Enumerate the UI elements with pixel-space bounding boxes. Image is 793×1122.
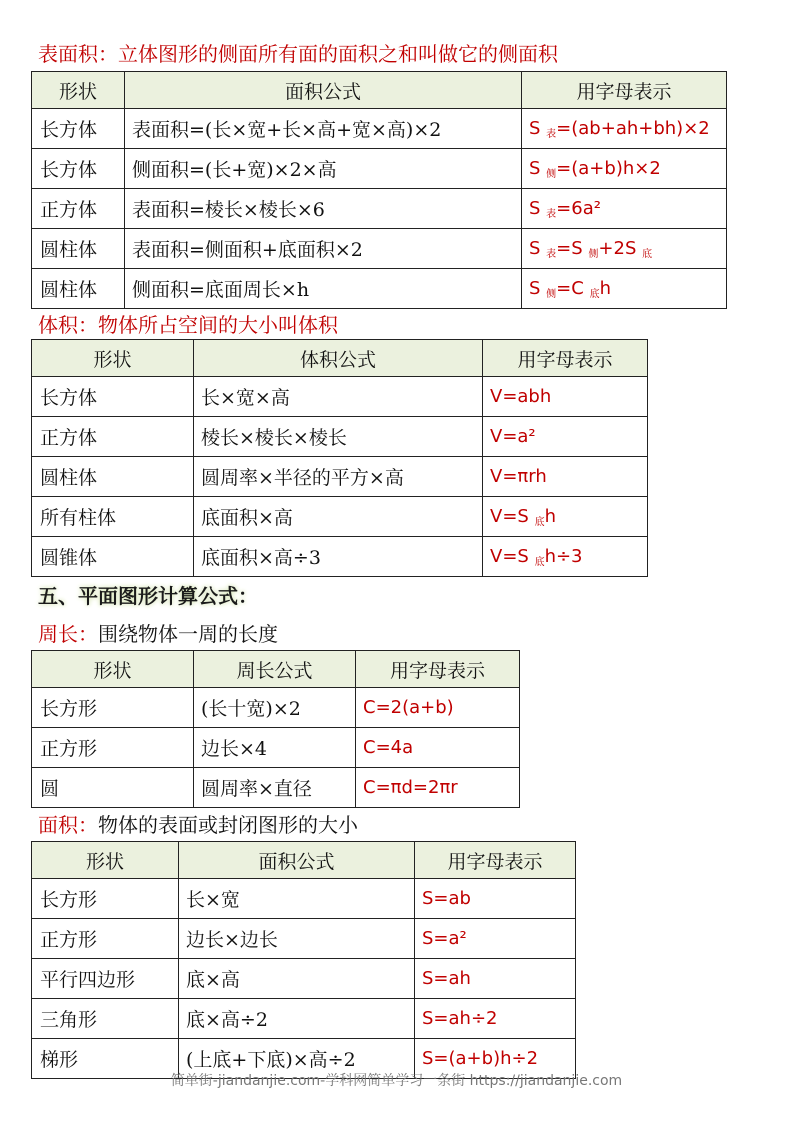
footer-watermark: 简单街-jiandanjie.com-学科网简单学习一条街 https://jiandanjie.com <box>170 1073 623 1089</box>
shape-cell: 长方形 <box>32 879 179 919</box>
shape-cell: 梯形 <box>32 1039 179 1079</box>
table-row <box>32 999 576 1039</box>
table-row <box>32 457 648 497</box>
shape-cell: 圆柱体 <box>32 457 194 497</box>
area-label: 面积： <box>38 813 98 837</box>
letter-cell: V=S $_底$h <box>483 497 648 537</box>
shape-cell: 长方形 <box>32 688 194 728</box>
letter-cell: S=ah <box>415 959 576 999</box>
shape-cell: 正方形 <box>32 919 179 959</box>
shape-cell: 所有柱体 <box>32 497 194 537</box>
formula-cell: 底×高 <box>179 959 415 999</box>
shape-cell: 正方体 <box>32 417 194 457</box>
formula-cell: 侧面积=(长+宽)×2×高 <box>125 149 522 189</box>
table-row <box>32 919 576 959</box>
letter-cell: S $_侧$=C $_底$h <box>522 269 727 309</box>
formula-cell: 圆周率×半径的平方×高 <box>194 457 483 497</box>
formula-cell: 边长×4 <box>194 728 356 768</box>
table-row <box>32 229 727 269</box>
formula-cell: 底×高÷2 <box>179 999 415 1039</box>
letter-cell: S $_表$=S $_侧$+2S $_底$ <box>522 229 727 269</box>
surface-desc: 立体图形的侧面所有面的面积之和叫做它的侧面积 <box>118 42 558 66</box>
table-header-row <box>32 651 520 688</box>
shape-cell: 圆锥体 <box>32 537 194 577</box>
table-row <box>32 879 576 919</box>
col-header: 用字母表示 <box>356 651 520 688</box>
table-row <box>32 417 648 457</box>
letter-cell: C=πd=2πr <box>356 768 520 808</box>
volume-table <box>31 339 648 577</box>
col-header: 形状 <box>32 340 194 377</box>
shape-cell: 长方体 <box>32 149 125 189</box>
shape-cell: 圆柱体 <box>32 229 125 269</box>
area-desc: 物体的表面或封闭图形的大小 <box>98 813 358 837</box>
table-row <box>32 537 648 577</box>
letter-cell: S=a² <box>415 919 576 959</box>
col-header: 体积公式 <box>194 340 483 377</box>
formula-cell: 表面积=棱长×棱长×6 <box>125 189 522 229</box>
area-heading <box>38 811 358 839</box>
table-header-row <box>32 340 648 377</box>
perimeter-desc: 围绕物体一周的长度 <box>98 622 278 646</box>
letter-cell: V=πrh <box>483 457 648 497</box>
formula-cell: 表面积=(长×宽+长×高+宽×高)×2 <box>125 109 522 149</box>
formula-cell: 侧面积=底面周长×h <box>125 269 522 309</box>
formula-cell: 表面积=侧面积+底面积×2 <box>125 229 522 269</box>
formula-cell: 边长×边长 <box>179 919 415 959</box>
table-row <box>32 497 648 537</box>
shape-cell: 长方体 <box>32 377 194 417</box>
letter-cell: C=4a <box>356 728 520 768</box>
formula-cell: (长十宽)×2 <box>194 688 356 728</box>
col-header: 用字母表示 <box>415 842 576 879</box>
letter-cell: S=(a+b)h÷2 <box>415 1039 576 1079</box>
table-row <box>32 728 520 768</box>
table-row <box>32 109 727 149</box>
shape-cell: 长方体 <box>32 109 125 149</box>
formula-cell: (上底+下底)×高÷2 <box>179 1039 415 1079</box>
section-title: 五、平面图形计算公式： <box>38 584 258 608</box>
formula-cell: 长×宽×高 <box>194 377 483 417</box>
col-header: 用字母表示 <box>483 340 648 377</box>
shape-cell: 三角形 <box>32 999 179 1039</box>
table-header-row <box>32 72 727 109</box>
shape-cell: 圆柱体 <box>32 269 125 309</box>
shape-cell: 平行四边形 <box>32 959 179 999</box>
letter-cell: S=ab <box>415 879 576 919</box>
surface-table <box>31 71 727 309</box>
formula-cell: 棱长×棱长×棱长 <box>194 417 483 457</box>
surface-heading <box>38 40 558 68</box>
col-header: 面积公式 <box>179 842 415 879</box>
col-header: 周长公式 <box>194 651 356 688</box>
letter-cell: S $_表$=6a² <box>522 189 727 229</box>
table-row <box>32 768 520 808</box>
letter-cell: V=abh <box>483 377 648 417</box>
perimeter-label: 周长： <box>38 622 98 646</box>
col-header: 面积公式 <box>125 72 522 109</box>
shape-cell: 正方体 <box>32 189 125 229</box>
col-header: 形状 <box>32 651 194 688</box>
table-row <box>32 377 648 417</box>
volume-heading <box>38 311 338 339</box>
formula-cell: 圆周率×直径 <box>194 768 356 808</box>
table-row <box>32 269 727 309</box>
col-header: 用字母表示 <box>522 72 727 109</box>
table-row <box>32 688 520 728</box>
formula-cell: 长×宽 <box>179 879 415 919</box>
formula-cell: 底面积×高 <box>194 497 483 537</box>
volume-label: 体积： <box>38 313 98 337</box>
perimeter-table <box>31 650 520 808</box>
letter-cell: S=ah÷2 <box>415 999 576 1039</box>
letter-cell: V=S $_底$h÷3 <box>483 537 648 577</box>
formula-cell: 底面积×高÷3 <box>194 537 483 577</box>
letter-cell: S $_侧$=(a+b)h×2 <box>522 149 727 189</box>
volume-desc: 物体所占空间的大小叫体积 <box>98 313 338 337</box>
col-header: 形状 <box>32 72 125 109</box>
shape-cell: 圆 <box>32 768 194 808</box>
table-row <box>32 959 576 999</box>
table-header-row <box>32 842 576 879</box>
letter-cell: S $_表$=(ab+ah+bh)×2 <box>522 109 727 149</box>
perimeter-heading <box>38 620 278 648</box>
surface-label: 表面积： <box>38 42 118 66</box>
letter-cell: V=a² <box>483 417 648 457</box>
area-table <box>31 841 576 1079</box>
table-row <box>32 149 727 189</box>
shape-cell: 正方形 <box>32 728 194 768</box>
table-row <box>32 189 727 229</box>
letter-cell: C=2(a+b) <box>356 688 520 728</box>
col-header: 形状 <box>32 842 179 879</box>
